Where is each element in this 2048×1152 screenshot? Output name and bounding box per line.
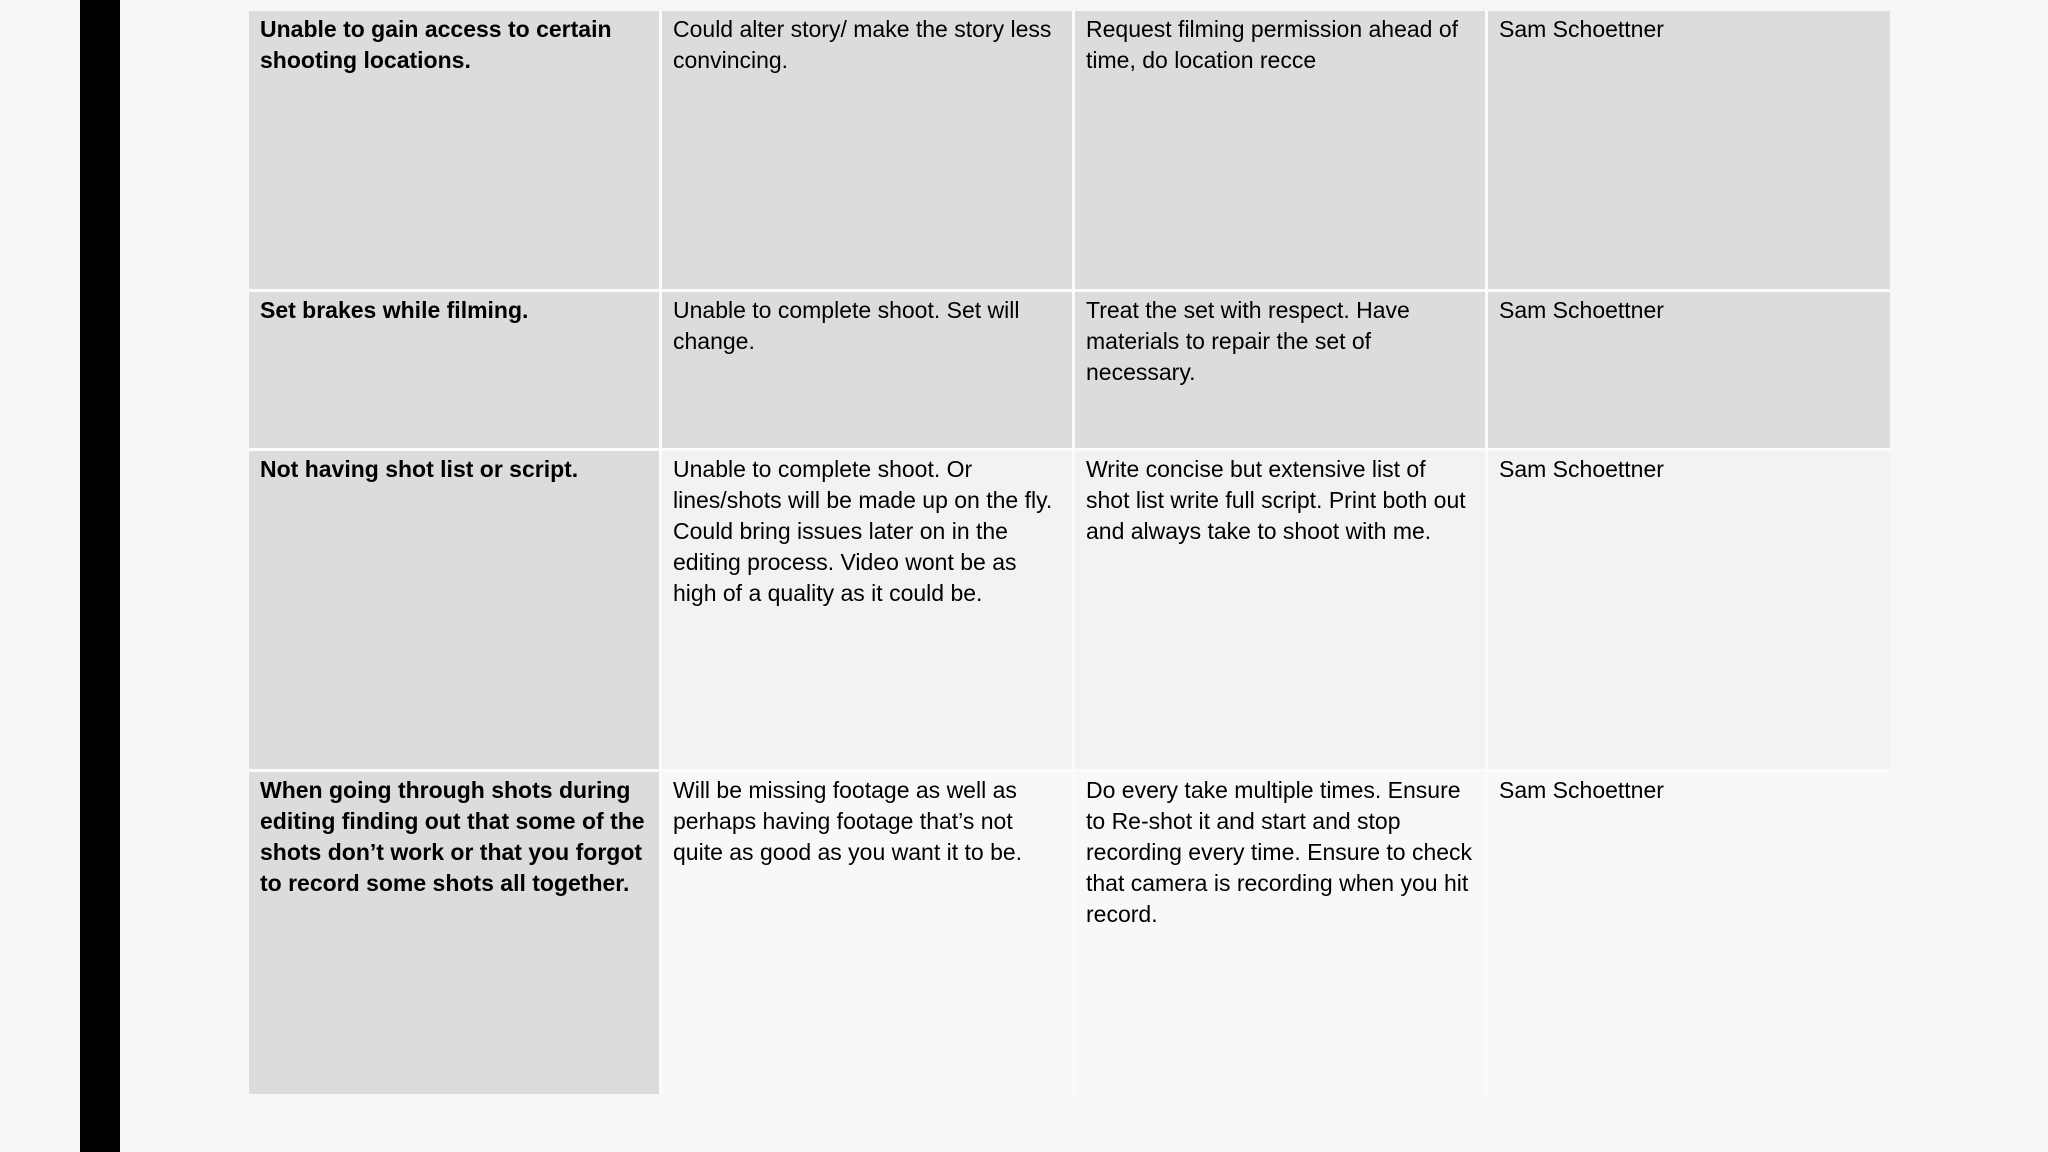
mitigation-cell: Request filming permission ahead of time, do location recce: [1075, 11, 1488, 292]
left-black-bar: [80, 0, 120, 1152]
risk-cell: Set brakes while filming.: [249, 292, 662, 451]
risk-cell: Unable to gain access to certain shooting locations.: [249, 11, 662, 292]
owner-cell: Sam Schoettner: [1488, 11, 1890, 292]
impact-cell: Unable to complete shoot. Or lines/shots will be made up on the fly. Could bring issues later on in the editing process. Video wont be as high of a quality as it could be.: [662, 451, 1075, 772]
owner-cell: Sam Schoettner: [1488, 292, 1890, 451]
owner-cell: Sam Schoettner: [1488, 451, 1890, 772]
impact-cell: Unable to complete shoot. Set will change.: [662, 292, 1075, 451]
impact-cell: Will be missing footage as well as perhaps having footage that’s not quite as good as you want it to be.: [662, 772, 1075, 1094]
owner-cell: Sam Schoettner: [1488, 772, 1890, 1094]
risk-cell: Not having shot list or script.: [249, 451, 662, 772]
risk-cell: When going through shots during editing finding out that some of the shots don’t work or that you forgot to record some shots all together.: [249, 772, 662, 1094]
impact-cell: Could alter story/ make the story less convincing.: [662, 11, 1075, 292]
risk-table: [249, 11, 1890, 1094]
mitigation-cell: Treat the set with respect. Have materials to repair the set of necessary.: [1075, 292, 1488, 451]
mitigation-cell: Write concise but extensive list of shot list write full script. Print both out and always take to shoot with me.: [1075, 451, 1488, 772]
mitigation-cell: Do every take multiple times. Ensure to Re-shot it and start and stop recording every time. Ensure to check that camera is recording when you hit record.: [1075, 772, 1488, 1094]
